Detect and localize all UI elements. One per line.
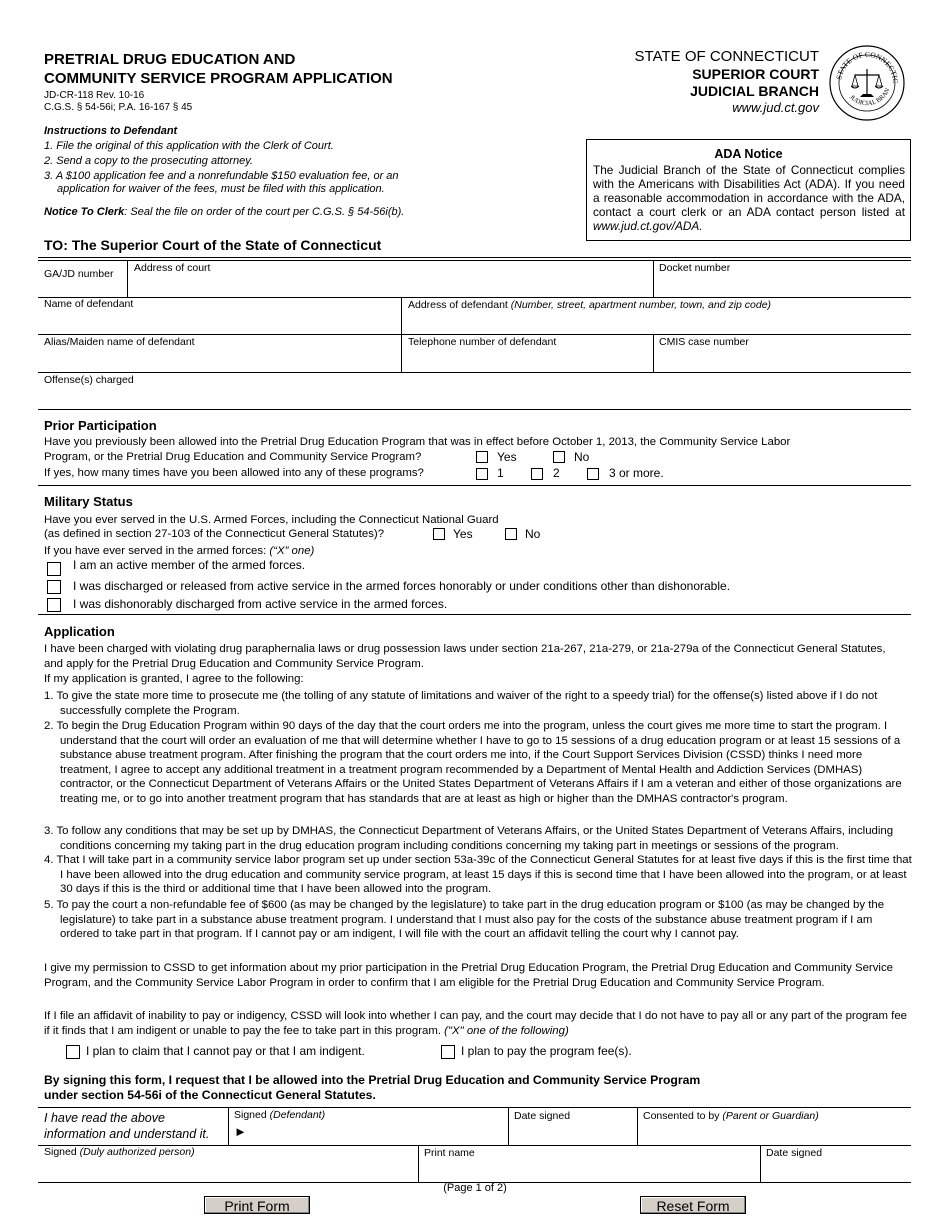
divider (653, 260, 654, 297)
telephone-input[interactable] (404, 336, 650, 370)
state-seal-icon (828, 44, 906, 122)
court-name: SUPERIOR COURT (692, 66, 819, 82)
military-honorable-label: I was discharged or released from active service in the armed forces honorably or under conditions other than dishonorable. (73, 579, 731, 593)
ada-text (587, 161, 910, 233)
prior-count-3-checkbox[interactable] (587, 468, 599, 480)
branch-name: JUDICIAL BRANCH (690, 83, 819, 99)
date-signed2-input[interactable] (763, 1147, 908, 1180)
notice-to-clerk (44, 206, 484, 219)
indigent-label: I plan to claim that I cannot pay or that I am indigent. (86, 1044, 365, 1058)
ada-notice-box (586, 139, 911, 241)
notice-text: : Seal the file on order of the court per C.G.S. § 54-56i(b). (124, 206, 405, 218)
instruction-2: 2. Send a copy to the prosecuting attorney. (44, 155, 253, 167)
application-affidavit (44, 1009, 912, 1038)
agreement-item-1: 1. To give the state more time to prosecute me (the tolling of any statute of limitations and waiver of the right to a speedy trial) for the offense(s) listed above if I do not successfully complete the Program. (44, 690, 878, 717)
military-sub-question (44, 544, 912, 559)
rule (38, 372, 911, 373)
page-number: (Page 1 of 2) (443, 1182, 507, 1194)
military-heading: Military Status (44, 494, 133, 509)
pay-fee-label: I plan to pay the program fee(s). (461, 1044, 632, 1058)
signed-authorized-label (44, 1146, 195, 1158)
address-defendant-input[interactable] (404, 299, 908, 332)
offense-label: Offense(s) charged (44, 374, 134, 386)
prior-question-1-line2: Program, or the Pretrial Drug Education and Community Service Program? (44, 451, 422, 463)
instruction-3: 3. A $100 application fee and a nonrefundable $150 evaluation fee, or an application for waiver of the fees, must be filed with this application. (44, 170, 399, 195)
signature-defendant-input[interactable] (250, 1122, 504, 1142)
signing-statement-line2: under section 54-56i of the Connecticut General Statutes. (44, 1088, 376, 1102)
date-signed-input[interactable] (511, 1110, 634, 1143)
military-question-line1: Have you ever served in the U.S. Armed Forces, including the Connecticut National Guard (44, 514, 499, 526)
military-no-label: No (525, 527, 541, 541)
indigent-checkbox[interactable] (66, 1045, 80, 1059)
signed2-hint: (Duly authorized person) (79, 1146, 195, 1158)
address-court-label: Address of court (134, 262, 211, 274)
cmis-input[interactable] (656, 336, 908, 370)
agreement-item-4: 4. That I will take part in a community service labor program set up under section 53a-39c of the Connecticut General Statutes for at least five days if this is the first time that I have been allowed into the drug education and community service program, at least 15 days if this is second time that I have been allowed into the program, or at least 30 days if this is the third or additional time that I have been allowed into the program. (44, 854, 912, 896)
website: www.jud.ct.gov (732, 100, 819, 115)
prior-question-2: If yes, how many times have you been allowed into any of these programs? (44, 467, 424, 479)
rule (38, 257, 911, 258)
prior-count-2-label: 2 (553, 466, 560, 480)
rule (38, 485, 911, 486)
name-defendant-input[interactable] (40, 299, 398, 332)
application-agree: If my application is granted, I agree to the following: (44, 673, 304, 685)
military-sub-question-hint: (“X” one) (269, 545, 315, 557)
form-number: JD-CR-118 Rev. 10-16 (44, 90, 145, 101)
name-defendant-label: Name of defendant (44, 298, 134, 310)
docket-label: Docket number (659, 262, 731, 274)
print-form-button[interactable]: Print Form (204, 1196, 310, 1214)
ada-title: ADA Notice (714, 147, 783, 161)
date-signed2-label: Date signed (766, 1147, 823, 1159)
rule (38, 334, 911, 335)
agreement-item-2: 2. To begin the Drug Education Program within 90 days of the day that the court orders me into the program, unless the court gives me more time to start the program. I understand that the court will order an evaluation of me that will determine whether I have to go to 15 sessions of a drug education program or at least 15 sessions of a substance abuse treatment program. After finishing the program that the court orders me into, if the Court Support Services Division (CSSD) thinks I need more treatment, I agree to accept any additional treatment in a treatment program recommended by a Department of Mental Health and Addiction Services (DMHAS) contractor, or the Connecticut Department of Veterans Affairs or the United States Department of Veterans Affairs if I am a veteran and either of those organizations are treating me, or to go into another treatment program that has standards that are at least as high or higher than the DMHAS contractor's program. (44, 720, 902, 805)
agreement-item-5: 5. To pay the court a non-refundable fee of $600 (as may be changed by the legislature) to take part in the drug education program or $100 (as may be changed by the legislature) to take part in a substance abuse treatment program. I understand that I must also pay for the costs of the substance abuse treatment program if I am ordered to take part in that program. If I cannot pay or am indigent, I will file with the court an affidavit telling the court why I cannot pay. (44, 899, 885, 941)
read-statement-line2: information and understand it. (44, 1127, 210, 1141)
prior-yes-label: Yes (497, 450, 517, 464)
prior-yes-checkbox[interactable] (476, 451, 488, 463)
gajd-input[interactable] (40, 262, 125, 295)
state-name: STATE OF CONNECTICUT (634, 48, 819, 65)
pay-fee-checkbox[interactable] (441, 1045, 455, 1059)
instructions-heading: Instructions to Defendant (44, 125, 178, 137)
prior-count-3-label: 3 or more. (609, 466, 664, 480)
to-line: TO: The Superior Court of the State of Connecticut (44, 237, 382, 253)
military-yes-label: Yes (453, 527, 473, 541)
ada-link[interactable]: www.jud.ct.gov/ADA. (593, 219, 703, 233)
military-dishonorable-label: I was dishonorably discharged from active service in the armed forces. (73, 597, 448, 611)
military-yes-checkbox[interactable] (433, 528, 445, 540)
affidavit-hint: ("X" one of the following) (444, 1024, 569, 1037)
alias-label: Alias/Maiden name of defendant (44, 336, 195, 348)
read-statement-line1: I have read the above (44, 1111, 165, 1125)
application-heading: Application (44, 624, 115, 639)
reset-form-button[interactable]: Reset Form (640, 1196, 746, 1214)
prior-count-1-label: 1 (497, 466, 504, 480)
consented-text: Consented to by (643, 1110, 723, 1122)
divider (760, 1145, 761, 1182)
sign-arrow-icon: ► (234, 1124, 247, 1139)
military-active-label: I am an active member of the armed forces. (73, 558, 306, 572)
military-sub-question-text: If you have ever served in the armed forces: (44, 545, 270, 557)
prior-no-checkbox[interactable] (553, 451, 565, 463)
form-title-line1: PRETRIAL DRUG EDUCATION AND (44, 51, 296, 68)
divider (127, 260, 128, 297)
telephone-label: Telephone number of defendant (408, 336, 557, 348)
signed2-text: Signed (44, 1146, 80, 1158)
prior-count-2-checkbox[interactable] (531, 468, 543, 480)
statute-reference: C.G.S. § 54-56i; P.A. 16-167 § 45 (44, 102, 193, 113)
prior-no-label: No (574, 450, 590, 464)
rule (38, 1107, 911, 1108)
rule (38, 409, 911, 410)
military-question-line2: (as defined in section 27-103 of the Connecticut General Statutes)? (44, 528, 385, 540)
military-honorable-checkbox[interactable] (47, 580, 61, 594)
cmis-label: CMIS case number (659, 336, 749, 348)
divider (401, 297, 402, 372)
rule (38, 260, 911, 261)
address-defendant-text: Address of defendant (408, 299, 508, 311)
print-name-input[interactable] (421, 1147, 757, 1180)
divider (418, 1145, 419, 1182)
notice-label: Notice To Clerk (44, 206, 125, 218)
gajd-label: GA/JD number (44, 268, 114, 280)
affidavit-text: If I file an affidavit of inability to pay or indigency, CSSD will look into whether I can pay, and the court may decide that I do not have to pay all or any part of the program fee if it finds that I am indigent or unable to pay the fee to take part in this program. (44, 1010, 908, 1037)
address-court-input[interactable] (130, 262, 650, 295)
rule (38, 614, 911, 615)
rule (38, 297, 911, 298)
prior-question-1-line1: Have you previously been allowed into the Pretrial Drug Education Program that was in effect before October 1, 2013, the Community Service Labor (44, 436, 791, 448)
military-no-checkbox[interactable] (505, 528, 517, 540)
consented-hint: (Parent or Guardian) (722, 1110, 819, 1122)
svg-text:STATE OF CONNECTICUT: STATE OF CONNECTIC (834, 49, 901, 84)
ada-body: The Judicial Branch of the State of Connecticut complies with the Americans with Disabilities Act (ADA). If you need a reasonable accommodation in accordance with the ADA, contact a court clerk or an ADA contact person listed at (593, 163, 905, 219)
divider (228, 1108, 229, 1145)
docket-input[interactable] (656, 262, 908, 295)
date-signed-label: Date signed (514, 1110, 571, 1122)
svg-text:JUDICIAL BRANCH: JUDICIAL BRAN (848, 87, 892, 108)
military-dishonorable-checkbox[interactable] (47, 598, 61, 612)
application-permission: I give my permission to CSSD to get information about my prior participation in the Pretrial Drug Education Program, the Pretrial Drug Education and Community Service Program, and the Community Service Labor Program in order to confirm that I am eligible for the Pretrial Drug Education and Community Service Program. (44, 962, 893, 989)
signed-label-hint: (Defendant) (269, 1109, 326, 1121)
divider (637, 1108, 638, 1145)
print-name-label: Print name (424, 1147, 475, 1159)
prior-participation-heading: Prior Participation (44, 418, 157, 433)
form-title-line2: COMMUNITY SERVICE PROGRAM APPLICATION (44, 70, 393, 87)
alias-input[interactable] (40, 336, 398, 370)
signature-authorized-input[interactable] (40, 1160, 415, 1180)
divider (653, 334, 654, 372)
signing-statement-line1: By signing this form, I request that I be allowed into the Pretrial Drug Education and Community Service Program (44, 1073, 701, 1087)
signed-defendant-label (234, 1109, 325, 1121)
consented-input[interactable] (640, 1110, 908, 1143)
offense-input[interactable] (40, 374, 908, 407)
signed-label-text: Signed (234, 1109, 270, 1121)
agreement-item-3: 3. To follow any conditions that may be set up by DMHAS, the Connecticut Department of Veterans Affairs, or the United States Department of Veterans Affairs, including conditions concerning my taking part in the drug education program including conditions concerning my taking part in meetings or sessions of the program. (44, 825, 894, 852)
prior-count-1-checkbox[interactable] (476, 468, 488, 480)
military-active-checkbox[interactable] (47, 562, 61, 576)
address-defendant-hint: (Number, street, apartment number, town, and zip code) (510, 299, 772, 311)
instruction-1: 1. File the original of this application with the Clerk of Court. (44, 140, 334, 152)
divider (508, 1108, 509, 1145)
application-intro: I have been charged with violating drug paraphernalia laws or drug possession laws under section 21a-267, 21a-279, or 21a-279a of the Connecticut General Statutes, and apply for the Pretrial Drug Education and Community Service Program. (44, 643, 886, 670)
